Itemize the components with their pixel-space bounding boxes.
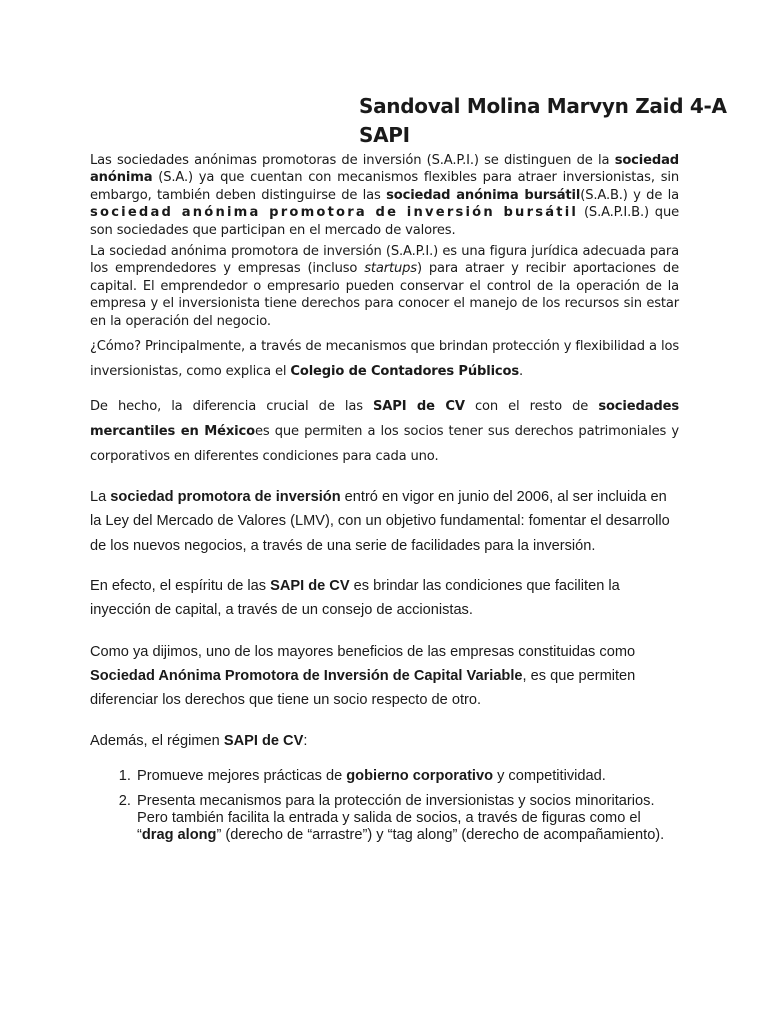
author-line: Sandoval Molina Marvyn Zaid 4-A [359, 94, 727, 118]
document-title: SAPI [359, 123, 410, 147]
text-run: En efecto, el espíritu de las [90, 577, 271, 594]
paragraph-definition [90, 243, 679, 330]
text-run: . [519, 364, 524, 380]
bold-term: Sociedad Anónima Promotora de Inversión de Capital Variable [90, 667, 523, 684]
text-run: ¿Cómo? Principalmente, a través de mecanismos que brindan protección y flexibilidad a los inversionistas, como explica el [90, 339, 679, 380]
text-run: con el resto de [464, 399, 599, 415]
text-run: Además, el régimen [90, 733, 224, 750]
text-run: : [303, 733, 308, 750]
bold-term: SAPI de CV [223, 733, 304, 750]
paragraph-spirit [90, 574, 679, 623]
bold-term: sociedad anónima [90, 153, 679, 186]
paragraph-benefits [90, 640, 679, 713]
text-run: ” (derecho de “arrastre”) y “tag along” (derecho de acompañamiento). [216, 827, 665, 844]
bold-term: SAPI de CV [270, 577, 350, 594]
bold-term: sociedad promotora de inversión [110, 489, 341, 506]
text-run: Presenta mecanismos para la protección de inversionistas y socios minoritarios. Pero también facilita la entrada y salida de socios, a través de figuras como el “ [137, 792, 655, 844]
text-run: Como ya dijimos, uno de los mayores beneficios de las empresas constituidas como [90, 643, 636, 660]
text-run: y competitividad. [493, 767, 606, 784]
bold-term: gobierno corporativo [346, 767, 494, 784]
document-header [359, 92, 727, 150]
paragraph-history [90, 485, 679, 558]
italic-term: startups [364, 261, 417, 277]
text-run: La sociedad anónima promotora de inversión (S.A.P.I.) es una figura jurídica adecuada para los emprendedores y empresas (incluso [90, 244, 679, 277]
text-run: Las sociedades anónimas promotoras de inversión (S.A.P.I.) se distinguen de la [90, 153, 615, 168]
bold-term: sociedad anónima bursátil [386, 187, 581, 203]
paragraph-intro [90, 152, 679, 239]
bold-term: sociedad anónima promotora de inversión bursátil [90, 205, 579, 221]
paragraph-how [90, 334, 679, 384]
text-run: entró en vigor en junio del 2006, al ser incluida en la Ley del Mercado de Valores (LMV), con un objetivo fundamental: fomentar el desarrollo de los nuevos negocios, a través de una serie de facilidades para la inversión. [90, 489, 670, 554]
text-run: La [90, 489, 111, 506]
paragraph-difference [90, 394, 679, 469]
benefits-list [90, 768, 679, 845]
text-run: ) para atraer y recibir aportaciones de capital. El emprendedor o empresario pueden conservar el control de la operación de la empresa y el inversionista tiene derechos para conocer el manejo de los recursos sin estar en la operación del negocio. [90, 261, 679, 329]
bold-term: sociedades mercantiles en México [90, 399, 679, 440]
bold-term: Colegio de Contadores Públicos [290, 364, 520, 380]
text-run: Promueve mejores prácticas de [137, 767, 347, 784]
text-run: (S.A.B.) y de la [580, 187, 679, 203]
bold-term: drag along [141, 827, 217, 844]
document-body [90, 152, 679, 853]
text-run: es que permiten a los socios tener sus derechos patrimoniales y corporativos en diferentes condiciones para cada uno. [90, 424, 679, 465]
text-run: , es que permiten diferenciar los derechos que tiene un socio respecto de otro. [90, 667, 636, 709]
text-run: (S.A.) ya que cuentan con mecanismos flexibles para atraer inversionistas, sin embargo, también deben distinguirse de las [90, 170, 679, 203]
list-item [135, 768, 679, 785]
list-item [135, 793, 679, 845]
text-run: es brindar las condiciones que faciliten la inyección de capital, a través de un consejo de accionistas. [90, 577, 620, 619]
text-run: De hecho, la diferencia crucial de las [90, 399, 373, 415]
paragraph-regime [90, 729, 679, 753]
text-run: (S.A.P.I.B.) que son sociedades que participan en el mercado de valores. [90, 205, 679, 238]
bold-term: SAPI de CV [372, 399, 465, 415]
